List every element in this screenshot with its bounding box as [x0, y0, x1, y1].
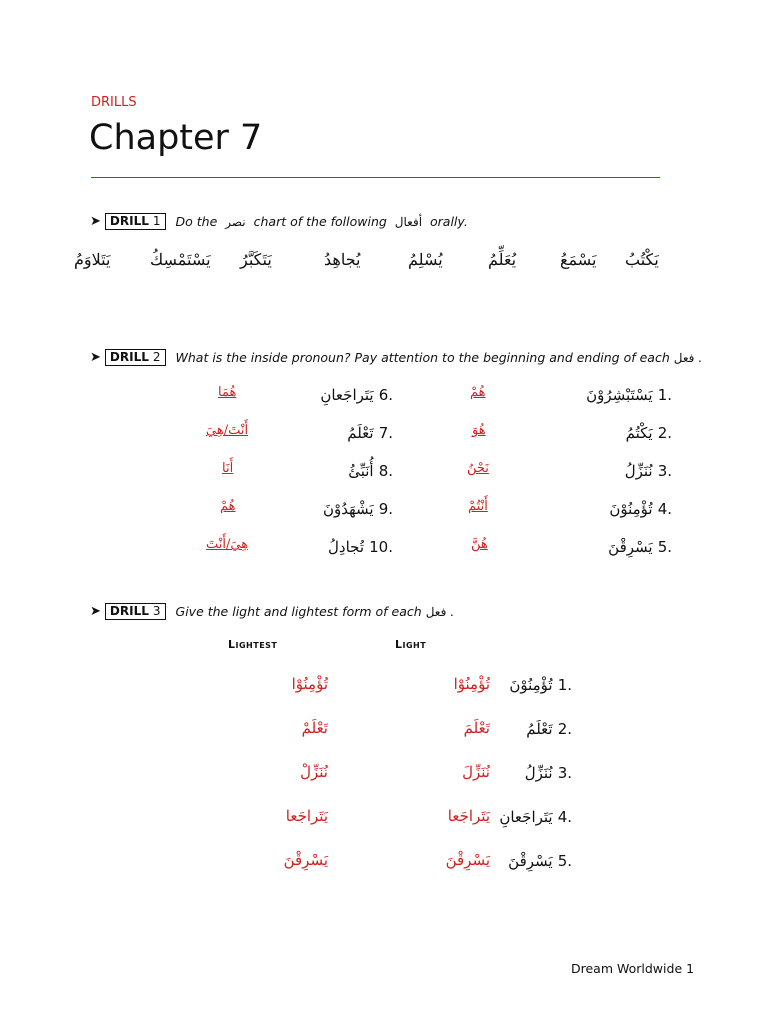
drill-1-word: يُسْلِمُ	[408, 250, 443, 269]
verb: يَسْرِقْنَ	[508, 852, 553, 870]
verb: نُنَزِّلُ	[524, 764, 553, 782]
pronoun-answer: هُوَ	[472, 423, 486, 438]
drill-label: DRILL	[109, 213, 149, 228]
pronoun-answer: هُمَا	[218, 385, 237, 400]
verb: تُؤْمِنُوْنَ	[509, 676, 553, 694]
drill-1-word: يَسْتَمْسِكُ	[150, 250, 211, 269]
drill-2-item	[560, 461, 672, 480]
drill-1-word: يَتَلاوَمُ	[74, 250, 111, 269]
instruction-arabic: فعل	[673, 350, 695, 365]
pronoun-answer: هِيَ/أَنْتَ	[206, 537, 249, 552]
arrow-bullet-icon: ➤	[90, 603, 101, 619]
title-divider	[91, 177, 660, 178]
drill-3-item	[490, 851, 572, 870]
pronoun-answer: هُمْ	[470, 385, 486, 400]
verb: نُنَزِّلُ	[624, 462, 653, 480]
section-label: DRILLS	[91, 95, 137, 110]
drill-label: DRILL	[109, 349, 149, 364]
drill-2-item	[560, 385, 672, 404]
light-form-answer: نُنَزِّلَ	[462, 763, 490, 781]
item-number: 1.	[657, 386, 672, 404]
verb: تُؤْمِنُوْنَ	[609, 500, 653, 518]
pronoun-answer: هُنَّ	[471, 537, 488, 552]
lightest-form-answer: يَسْرِقْنَ	[283, 851, 328, 869]
item-number: 10.	[369, 538, 393, 556]
drill-number: 2	[152, 349, 161, 364]
arrow-bullet-icon: ➤	[90, 213, 101, 229]
column-header-light: Light	[395, 638, 427, 651]
verb: أُنَبِّئُ	[348, 462, 374, 480]
light-form-answer: يَتَراجَعا	[447, 807, 490, 825]
pronoun-answer: أَنَا	[222, 461, 234, 476]
pronoun-answer: نَحْنُ	[467, 461, 489, 476]
pronoun-answer: هُمْ	[220, 499, 236, 514]
drill-1-instruction	[176, 214, 468, 229]
instruction-arabic: نصر	[225, 214, 246, 229]
drill-1-word: يُعَلِّمُ	[488, 250, 517, 269]
lightest-form-answer: تَعْلَمْ	[301, 719, 328, 737]
drill-3-item	[490, 807, 572, 826]
drill-number: 3	[152, 603, 161, 618]
verb: يَتَراجَعانِ	[320, 386, 374, 404]
verb: يَسْرِقْنَ	[608, 538, 653, 556]
item-number: 9.	[378, 500, 393, 518]
instruction-arabic: أفعال	[394, 214, 423, 229]
drill-2-item	[295, 499, 393, 518]
drill-3-item	[490, 719, 572, 738]
drill-2-item	[295, 423, 393, 442]
drill-2-item	[295, 537, 393, 556]
column-header-lightest: Lightest	[228, 638, 278, 651]
arrow-bullet-icon: ➤	[90, 349, 101, 365]
lightest-form-answer: نُنَزِّلْ	[300, 763, 328, 781]
instruction-text: .	[698, 349, 703, 365]
drill-2-heading	[90, 348, 702, 366]
instruction-text: .	[450, 603, 455, 619]
page-title: Chapter 7	[89, 118, 263, 158]
drill-number: 1	[152, 213, 161, 228]
item-number: 4.	[557, 808, 572, 826]
drill-2-badge	[105, 349, 166, 366]
drill-label: DRILL	[109, 603, 149, 618]
instruction-text: Do the	[175, 213, 218, 229]
instruction-text: Give the light and lightest form of each	[175, 603, 422, 619]
drill-2-instruction	[176, 350, 703, 365]
light-form-answer: يَسْرِقْنَ	[445, 851, 490, 869]
light-form-answer: تَعْلَمَ	[463, 719, 490, 737]
item-number: 4.	[657, 500, 672, 518]
pronoun-answer: أَنْتَ/هِيَ	[206, 423, 249, 438]
drill-2-item	[295, 385, 393, 404]
item-number: 5.	[657, 538, 672, 556]
drill-3-item	[490, 675, 572, 694]
item-number: 2.	[557, 720, 572, 738]
drill-2-item	[560, 499, 672, 518]
item-number: 8.	[378, 462, 393, 480]
instruction-text: What is the inside pronoun? Pay attention to the beginning and ending of each	[175, 349, 670, 365]
verb: يَتَراجَعانِ	[499, 808, 553, 826]
instruction-arabic: فعل	[425, 604, 447, 619]
drill-3-instruction	[176, 604, 455, 619]
page-number: 1	[686, 961, 695, 976]
drill-1-word: يَكْتُبُ	[625, 250, 659, 269]
footer-text: Dream Worldwide	[571, 961, 683, 976]
item-number: 7.	[378, 424, 393, 442]
drill-1-badge	[105, 213, 166, 230]
item-number: 3.	[657, 462, 672, 480]
drill-3-heading	[90, 602, 454, 620]
page-footer	[571, 961, 694, 976]
item-number: 3.	[557, 764, 572, 782]
instruction-text: orally.	[430, 213, 468, 229]
verb: تَعْلَمُ	[526, 720, 553, 738]
lightest-form-answer: تُؤْمِنُوْا	[291, 675, 328, 693]
item-number: 2.	[657, 424, 672, 442]
drill-2-item	[560, 423, 672, 442]
drill-1-word: يَتَكَبَّرُ	[240, 250, 272, 269]
verb: يَشْهَدُوْنَ	[322, 500, 374, 518]
item-number: 5.	[557, 852, 572, 870]
verb: تُجادِلُ	[328, 538, 365, 556]
drill-1-word: يَسْمَعُ	[560, 250, 597, 269]
item-number: 1.	[557, 676, 572, 694]
item-number: 6.	[378, 386, 393, 404]
drill-1-word: يُجاهِدُ	[324, 250, 361, 269]
verb: يَكْتُمُ	[625, 424, 653, 442]
lightest-form-answer: يَتَراجَعا	[285, 807, 328, 825]
drill-3-item	[490, 763, 572, 782]
light-form-answer: تُؤْمِنُوْا	[453, 675, 490, 693]
drill-3-badge	[105, 603, 166, 620]
pronoun-answer: أَنْتُمْ	[468, 499, 488, 514]
verb: تَعْلَمُ	[347, 424, 374, 442]
drill-2-item	[295, 461, 393, 480]
drill-1-heading	[90, 212, 468, 230]
instruction-text: chart of the following	[253, 213, 387, 229]
drill-2-item	[560, 537, 672, 556]
verb: يَسْتَبْشِرُوْنَ	[586, 386, 653, 404]
